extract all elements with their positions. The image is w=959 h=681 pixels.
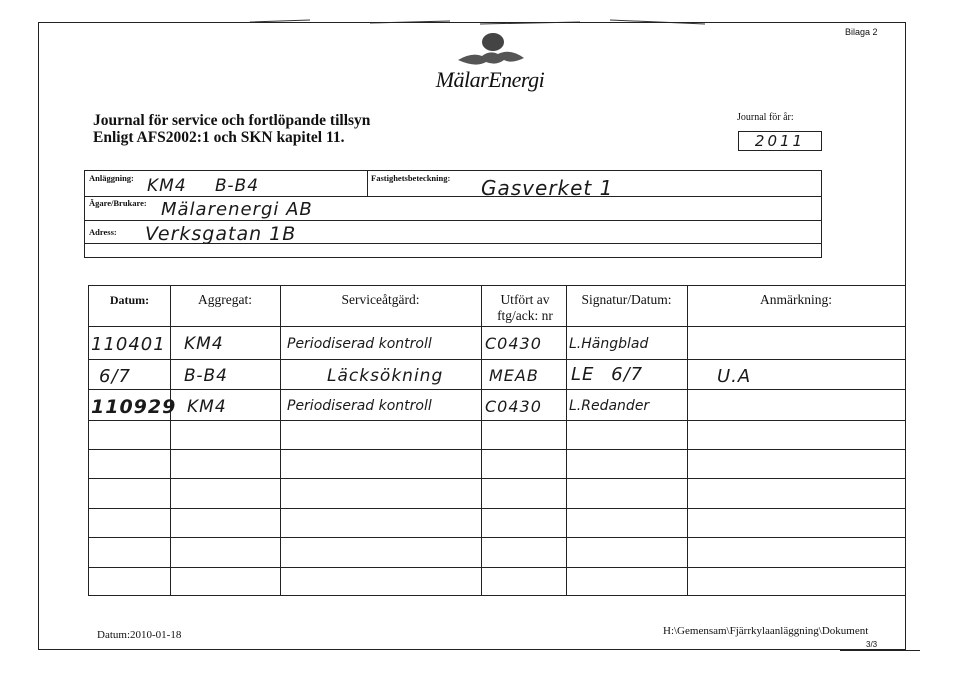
header-datum: Datum:: [109, 293, 150, 307]
row3-datum: 110929: [91, 396, 177, 418]
journal-year-label: Journal för år:: [737, 112, 794, 123]
bilaga-label: Bilaga 2: [845, 27, 878, 37]
col-divider-2: [280, 286, 281, 595]
page-title: [93, 112, 370, 146]
row2-anmarkning: U.A: [717, 366, 752, 387]
footer-date: Datum:2010-01-18: [97, 629, 182, 641]
footer-page-number: 3/3: [866, 640, 878, 649]
row2-serviceatgard: Läcksökning: [327, 366, 444, 386]
row3-signatur: L.Redander: [569, 398, 650, 414]
row-line-2: [89, 389, 905, 390]
row-line-4: [89, 449, 905, 450]
row1-serviceatgard: Periodiserad kontroll: [287, 336, 432, 352]
row3-serviceatgard: Periodiserad kontroll: [287, 398, 432, 414]
row-line-5: [89, 478, 905, 479]
header-aggregat: Aggregat:: [198, 292, 252, 307]
col-divider-3: [481, 286, 482, 595]
agare-brukare-label: Ägare/Brukare:: [89, 198, 147, 208]
footer-path: H:\Gemensam\Fjärrkylaanläggning\Dokument: [663, 625, 869, 637]
row-line-header: [89, 326, 905, 327]
fastighetsbeteckning-value: Gasverket 1: [481, 176, 614, 200]
row1-aggregat: KM4: [184, 334, 224, 354]
facility-info-block: [84, 170, 822, 258]
adress-label: Adress:: [89, 227, 117, 237]
row1-utfort-av: C0430: [485, 334, 542, 353]
header-anmarkning: Anmärkning:: [760, 292, 832, 307]
row-line-6: [89, 508, 905, 509]
row3-utfort-av: C0430: [485, 397, 542, 416]
info-vdivider: [367, 171, 368, 196]
logo-text: MälarEnergi: [435, 67, 545, 92]
header-signatur-datum: Signatur/Datum:: [581, 292, 672, 307]
row-line-3: [89, 420, 905, 421]
service-table: [88, 285, 906, 596]
title-line-1: Journal för service och fortlöpande tillsyn: [93, 112, 371, 129]
adress-value: Verksgatan 1B: [145, 223, 297, 245]
row2-datum: 6/7: [99, 366, 131, 387]
title-line-2: Enligt AFS2002:1 och SKN kapitel 11.: [93, 129, 345, 146]
journal-year-value: 2011: [754, 132, 806, 150]
agare-brukare-value: Mälarenergi AB: [161, 199, 313, 220]
anlaggning-value: KM4 B-B4: [147, 176, 260, 196]
header-serviceatgard: Serviceåtgärd:: [341, 292, 420, 307]
row2-signatur: LE 6/7: [571, 364, 644, 385]
info-divider-2: [85, 220, 821, 221]
row2-utfort-av: MEAB: [489, 366, 539, 385]
fastighetsbeteckning-label: Fastighetsbeteckning:: [371, 173, 451, 183]
row2-aggregat: B-B4: [184, 366, 228, 386]
footer-rule: [840, 650, 920, 651]
row1-signatur: L.Hängblad: [569, 336, 649, 352]
header-utfort-av: Utfört av ftg/ack: nr: [497, 292, 553, 323]
anlaggning-label: Anläggning:: [89, 173, 134, 183]
row-line-1: [89, 359, 905, 360]
row3-aggregat: KM4: [187, 397, 227, 417]
col-divider-5: [687, 286, 688, 595]
row-line-7: [89, 537, 905, 538]
col-divider-1: [170, 286, 171, 595]
row-line-8: [89, 567, 905, 568]
col-divider-4: [566, 286, 567, 595]
row1-datum: 110401: [91, 334, 166, 355]
journal-year-box: [738, 131, 822, 151]
info-divider-1: [85, 196, 821, 197]
